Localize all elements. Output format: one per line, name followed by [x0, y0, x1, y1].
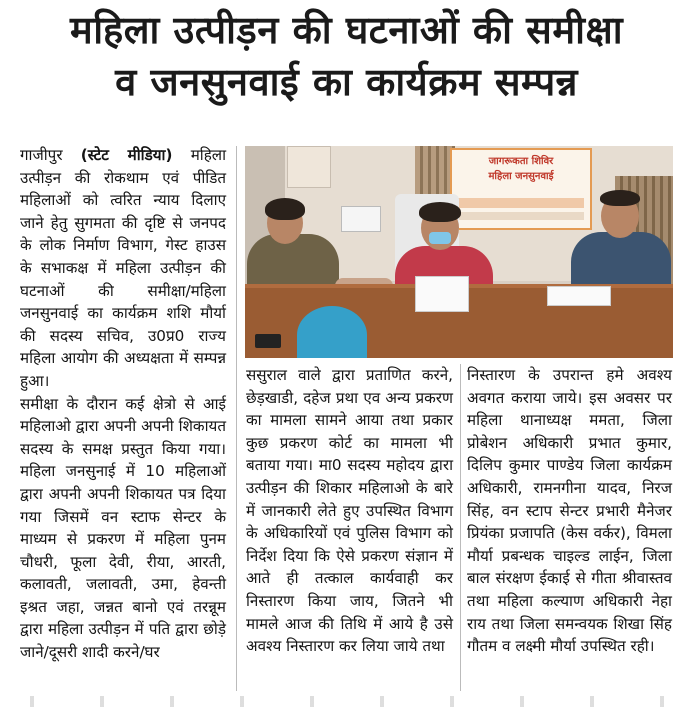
- paragraph-middle-text: ससुराल वाले द्वारा प्रताणित करने, छेड़खाडी, दहेज प्रथा एव अन्य प्रकरण का मामला सामने आया तथा प्रकार कुछ प्रकरण कोर्ट का मामला भी बताया गया। मा0 सदस्य महोदय द्वारा उत्पीड़न की शिकार महिलाओ के बारे में जानकारी लेते हुए उपस्थित विभाग के अधिकारियों एवं पुलिस विभाग को निर्देश दिया कि ऐसे प्रकरण संज्ञान में आते ही तत्काल कार्यवाही कर निस्तारण किया जाय, जितने भी मामले आज की तिथि में आये है उसे अवश्य निस्तारण कर लिया जाये तथा: [246, 366, 453, 656]
- dateline: गाजीपुर: [20, 146, 63, 164]
- article-column-left: [20, 144, 226, 664]
- photo-attendee-foreground: [297, 306, 367, 358]
- photo-files: [547, 286, 611, 306]
- source-credit: (स्टेट मीडिया): [80, 146, 173, 164]
- banner-line-1: जागरूकता शिविर: [488, 156, 554, 167]
- paragraph-1-text: महिला उत्पीड़न की रोकथाम एवं पीडित महिलाओं को त्वरित न्याय दिलाए जाने हेतु सुगमता की दृष्टि से जनपद के लोक निर्माण विभाग, गेस्ट हाउस के सभाकक्ष में महिला उत्पीड़न की घटनाओं की समीक्षा/महिला जनसुनवाई का कार्यक्रम शशि मौर्या की सदस्य सचिव, उ0प्र0 राज्य महिला आयोग की अध्यक्षता में सम्पन्न हुआ।: [20, 146, 227, 390]
- headline: [0, 4, 693, 108]
- headline-line-2: व जनसुनवाई का कार्यक्रम सम्पन्न: [115, 60, 578, 104]
- photo-paper: [415, 276, 469, 312]
- news-photo: [245, 146, 673, 358]
- photo-wall-fixture: [341, 206, 381, 232]
- banner-strip-lower: [456, 212, 584, 220]
- headline-line-1: महिला उत्पीड़न की घटनाओं की समीक्षा: [69, 8, 624, 52]
- photo-phone: [255, 334, 281, 348]
- photo-window: [287, 146, 331, 188]
- column-divider-2: [460, 364, 461, 691]
- article-column-middle: [246, 364, 453, 658]
- paragraph-right-text: निस्तारण के उपरान्त हमे अवश्य अवगत कराया जाये। इस अवसर पर महिला थानाध्यक्ष ममता, जिला प्रोबेशन अधिकारी प्रभात कुमार, दिलिप कुमार पाण्डेय जिला कार्यक्रम अधिकारी, रामनगीना यादव, निरज सिंह, वन स्टाप सेन्टर प्रभारी मैनेजर प्रियंका प्रजापति (केस वर्कर), विमला मौर्या प्रबन्धक चाइल्ड लाईन, जिला बाल संरक्षण ईकाई से गीता श्रीवास्तव तथा महिला कल्याण अधिकारी नेहा राय तथा जिला समन्वयक शिखा सिंह गौतम व लक्ष्मी मौर्या उपस्थित रही।: [467, 366, 672, 656]
- article-column-right: [467, 364, 672, 658]
- banner-line-2: महिला जनसुनवाई: [488, 171, 554, 182]
- column-divider-1: [236, 146, 237, 691]
- page-bottom-cutoff: [0, 696, 693, 707]
- banner-strip: [456, 198, 584, 208]
- photo-banner: [450, 148, 592, 230]
- article-paragraph-2: समीक्षा के दौरान कई क्षेत्रो से आई महिलाओ द्वारा अपनी अपनी शिकायत सदस्य के समक्ष प्रस्तुत किया गया। महिला जनसुनाई में 10 महिलाओं द्वारा अपनी अपनी शिकायत पत्र दिया गया जिसमें वन स्टाफ सेन्टर के माध्यम से प्रकरण में महिला पुनम चौधरी, फूला देवी, रीया, आरती, कलावती, जलावती, उमा, हेवन्ती इश्रत जहा, जन्नत बानो एवं तरन्नूम द्वारा महिला उत्पीड़न में पति द्वारा छोड़े जाने/दूसरी शादी करने/घर: [20, 394, 226, 662]
- article-paragraph-1: [20, 144, 226, 393]
